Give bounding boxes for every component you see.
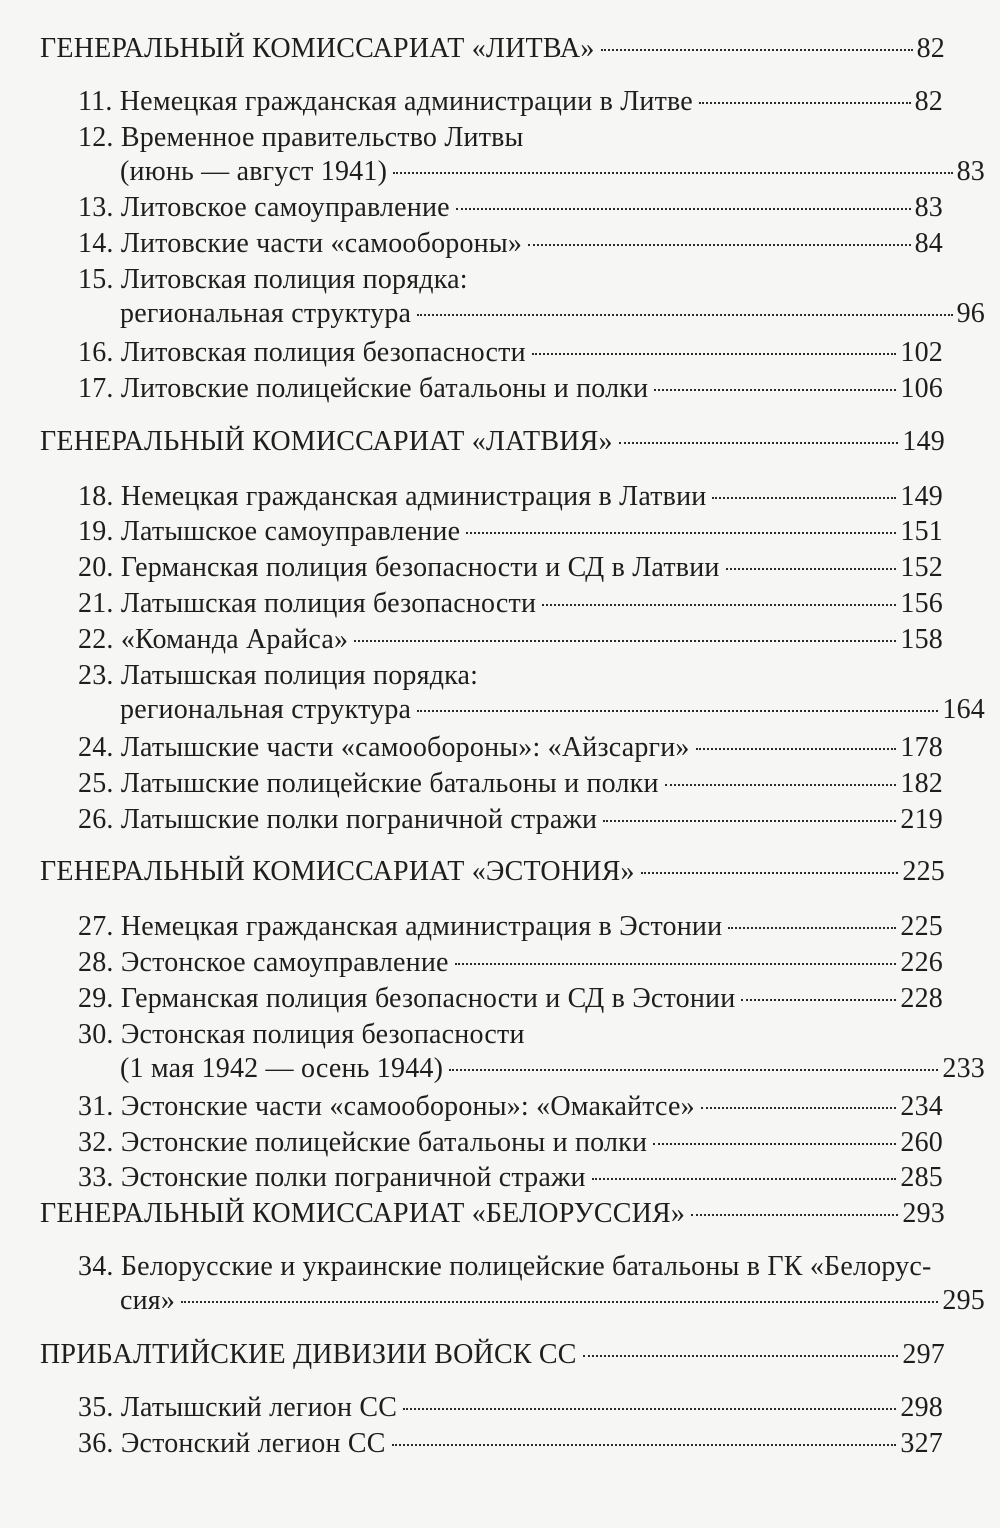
entry-title: Латышское самоуправление (120, 516, 461, 547)
dot-leader (542, 604, 896, 606)
dot-leader (403, 1408, 896, 1410)
toc-entry-30 (78, 1018, 985, 1086)
page-number: 233 (942, 1053, 985, 1084)
dot-leader (592, 1178, 897, 1180)
toc-entry-12 (78, 121, 985, 189)
page-number: 219 (900, 804, 943, 835)
page-number: 182 (900, 768, 943, 799)
page-number: 106 (900, 373, 943, 404)
entry-number: 21. (78, 588, 114, 619)
toc-entry-25 (78, 767, 943, 801)
section-title: ГЕНЕРАЛЬНЫЙ КОМИССАРИАТ «ЛАТВИЯ» (40, 426, 613, 457)
dot-leader (641, 872, 899, 874)
page-number: 226 (900, 947, 943, 978)
entry-number: 20. (78, 552, 114, 583)
toc-entry-35 (78, 1391, 943, 1425)
entry-title: Эстонское самоуправление (120, 947, 449, 978)
page-number: 225 (902, 856, 945, 887)
entry-title: Латышская полиция порядка: (120, 660, 479, 691)
entry-number: 27. (78, 911, 114, 942)
page-number: 149 (902, 426, 945, 457)
section-title: ПРИБАЛТИЙСКИЕ ДИВИЗИИ ВОЙСК СС (40, 1339, 577, 1370)
dot-leader (665, 784, 897, 786)
entry-title: Временное правительство Литвы (120, 122, 524, 153)
toc-entry-13 (78, 191, 943, 225)
page-number: 225 (900, 911, 943, 942)
section-title: ГЕНЕРАЛЬНЫЙ КОМИССАРИАТ «ЭСТОНИЯ» (40, 856, 635, 887)
toc-entry-27 (78, 910, 943, 944)
entry-number: 28. (78, 947, 114, 978)
page-number: 158 (900, 624, 943, 655)
toc-section-lithuania (40, 32, 945, 66)
page-number: 83 (956, 156, 985, 187)
dot-leader (449, 1069, 938, 1071)
page-number: 83 (914, 192, 943, 223)
entry-title: Латышская полиция безопасности (120, 588, 537, 619)
page-number: 295 (942, 1285, 985, 1316)
toc-entry-19 (78, 515, 943, 549)
page-number: 285 (900, 1162, 943, 1193)
toc-section-estonia (40, 855, 945, 889)
page-number: 164 (942, 694, 985, 725)
dot-leader (726, 568, 897, 570)
entry-number: 34. (78, 1251, 114, 1282)
entry-title-continuation: сия» (120, 1285, 176, 1316)
entry-number: 33. (78, 1162, 114, 1193)
entry-number: 18. (78, 481, 114, 512)
section-title: ГЕНЕРАЛЬНЫЙ КОМИССАРИАТ «ЛИТВА» (40, 33, 595, 64)
dot-leader (393, 172, 952, 174)
entry-title-continuation: региональная структура (120, 298, 412, 329)
toc-section-belarus (40, 1197, 945, 1231)
entry-title: Литовская полиция порядка: (120, 264, 468, 295)
entry-number: 19. (78, 516, 114, 547)
toc-entry-23 (78, 659, 985, 727)
dot-leader (456, 208, 911, 210)
entry-number: 26. (78, 804, 114, 835)
toc-section-latvia (40, 425, 945, 459)
dot-leader (696, 748, 897, 750)
page-number: 82 (916, 33, 945, 64)
entry-number: 16. (78, 337, 114, 368)
page-number: 298 (900, 1392, 943, 1423)
entry-title: Латышские полицейские батальоны и полки (120, 768, 659, 799)
entry-title: Латышский легион СС (120, 1392, 398, 1423)
dot-leader (583, 1355, 899, 1357)
toc-entry-28 (78, 946, 943, 980)
dot-leader (603, 820, 896, 822)
entry-title: Немецкая гражданская администрация в Эстонии (120, 911, 723, 942)
entry-title: Литовское самоуправление (120, 192, 450, 223)
dot-leader (653, 1143, 896, 1145)
toc-entry-20 (78, 551, 943, 585)
entry-title: Эстонский легион СС (120, 1428, 386, 1459)
toc-entry-11 (78, 85, 943, 119)
entry-title: Немецкая гражданская администрации в Литве (119, 86, 693, 117)
entry-title-continuation: региональная структура (120, 694, 412, 725)
page-number: 82 (914, 86, 943, 117)
entry-number: 32. (78, 1127, 114, 1158)
page-number: 293 (902, 1198, 945, 1229)
page-number: 260 (900, 1127, 943, 1158)
entry-title-continuation: (июнь — август 1941) (120, 156, 388, 187)
page-number: 178 (900, 732, 943, 763)
entry-number: 36. (78, 1428, 114, 1459)
entry-number: 15. (78, 264, 114, 295)
toc-entry-24 (78, 731, 943, 765)
entry-number: 13. (78, 192, 114, 223)
dot-leader (691, 1214, 898, 1216)
dot-leader (601, 49, 913, 51)
entry-title: «Команда Арайса» (120, 624, 349, 655)
entry-number: 23. (78, 660, 114, 691)
entry-title: Германская полиция безопасности и СД в Эстонии (120, 983, 736, 1014)
dot-leader (701, 1107, 897, 1109)
toc-entry-14 (78, 227, 943, 261)
entry-title: Латышские части «самообороны»: «Айзсарги» (120, 732, 690, 763)
entry-title: Литовские части «самообороны» (120, 228, 523, 259)
entry-number: 17. (78, 373, 114, 404)
dot-leader (417, 314, 952, 316)
page-number: 84 (914, 228, 943, 259)
toc-entry-34 (78, 1250, 985, 1318)
entry-title-continuation: (1 мая 1942 — осень 1944) (120, 1053, 444, 1084)
toc-entry-21 (78, 587, 943, 621)
entry-number: 22. (78, 624, 114, 655)
page-number: 228 (900, 983, 943, 1014)
entry-title: Литовская полиция безопасности (120, 337, 526, 368)
page-number: 151 (900, 516, 943, 547)
entry-number: 25. (78, 768, 114, 799)
page-number: 297 (902, 1339, 945, 1370)
entry-title: Эстонские полицейские батальоны и полки (120, 1127, 648, 1158)
dot-leader (654, 389, 896, 391)
entry-title: Литовские полицейские батальоны и полки (120, 373, 649, 404)
toc-entry-16 (78, 336, 943, 370)
toc-section-baltic-divisions (40, 1338, 945, 1372)
dot-leader (619, 442, 899, 444)
page-number: 152 (900, 552, 943, 583)
toc-entry-15 (78, 263, 985, 331)
dot-leader (466, 532, 896, 534)
dot-leader (699, 102, 911, 104)
dot-leader (181, 1301, 938, 1303)
toc-entry-26 (78, 803, 943, 837)
entry-title: Немецкая гражданская администрация в Латвии (120, 481, 707, 512)
dot-leader (354, 640, 896, 642)
toc-entry-29 (78, 982, 943, 1016)
dot-leader (455, 963, 897, 965)
toc-entry-31 (78, 1090, 943, 1124)
toc-entry-22 (78, 623, 943, 657)
dot-leader (392, 1444, 897, 1446)
dot-leader (712, 497, 896, 499)
entry-number: 11. (78, 86, 113, 117)
entry-title: Эстонские части «самообороны»: «Омакайтсе» (120, 1091, 695, 1122)
entry-title: Эстонская полиция безопасности (120, 1019, 525, 1050)
toc-entry-17 (78, 372, 943, 406)
entry-number: 14. (78, 228, 114, 259)
entry-title: Белорусские и украинские полицейские батальоны в ГК «Белорус- (120, 1251, 932, 1282)
toc-entry-18 (78, 480, 943, 514)
entry-number: 30. (78, 1019, 114, 1050)
dot-leader (532, 353, 897, 355)
dot-leader (417, 710, 938, 712)
dot-leader (528, 244, 911, 246)
section-title: ГЕНЕРАЛЬНЫЙ КОМИССАРИАТ «БЕЛОРУССИЯ» (40, 1198, 686, 1229)
entry-number: 24. (78, 732, 114, 763)
page-number: 102 (900, 337, 943, 368)
page-number: 156 (900, 588, 943, 619)
toc-entry-32 (78, 1126, 943, 1160)
dot-leader (741, 999, 896, 1001)
page-number: 149 (900, 481, 943, 512)
dot-leader (728, 927, 896, 929)
page-number: 96 (956, 298, 985, 329)
entry-number: 12. (78, 122, 114, 153)
entry-number: 29. (78, 983, 114, 1014)
entry-title: Эстонские полки пограничной стражи (120, 1162, 586, 1193)
entry-number: 35. (78, 1392, 114, 1423)
entry-number: 31. (78, 1091, 114, 1122)
toc-entry-33 (78, 1161, 943, 1195)
toc-entry-36 (78, 1427, 943, 1461)
entry-title: Латышские полки пограничной стражи (120, 804, 598, 835)
page-number: 234 (900, 1091, 943, 1122)
entry-title: Германская полиция безопасности и СД в Латвии (120, 552, 720, 583)
page-number: 327 (900, 1428, 943, 1459)
